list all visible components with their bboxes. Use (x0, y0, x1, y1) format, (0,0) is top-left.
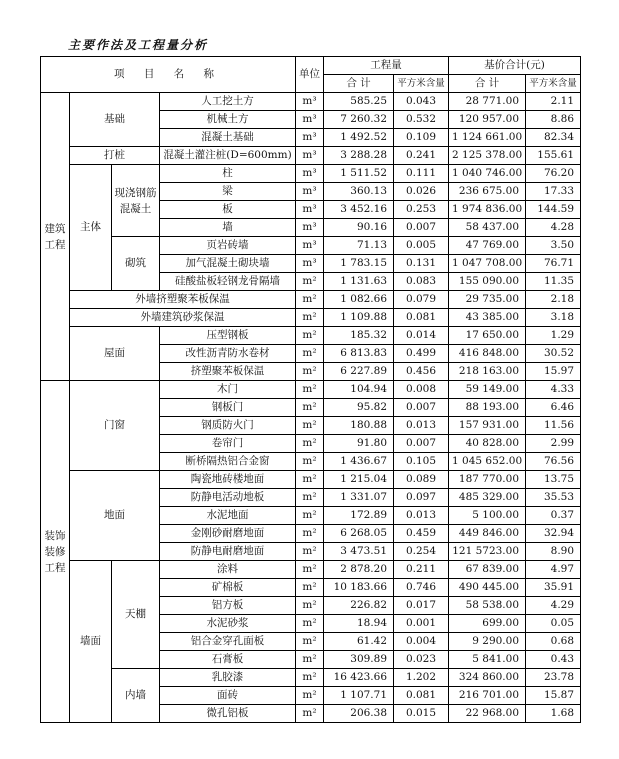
qty-per-sqm: 0.007 (394, 435, 449, 453)
cost-per-sqm: 11.35 (526, 273, 581, 291)
category-cell: 建筑工程 (41, 93, 70, 381)
qty-per-sqm: 0.079 (394, 291, 449, 309)
qty-per-sqm: 0.111 (394, 165, 449, 183)
cost-total: 120 957.00 (449, 111, 526, 129)
qty-per-sqm: 0.105 (394, 453, 449, 471)
table-row (41, 93, 581, 111)
qty-per-sqm: 0.459 (394, 525, 449, 543)
item-name: 页岩砖墙 (160, 237, 296, 255)
cost-total: 67 839.00 (449, 561, 526, 579)
category-cell: 内墙 (112, 669, 160, 723)
cost-per-sqm: 17.33 (526, 183, 581, 201)
cost-per-sqm: 0.43 (526, 651, 581, 669)
qty-per-sqm: 0.001 (394, 615, 449, 633)
unit-cell: m² (296, 615, 324, 633)
qty-total: 18.94 (324, 615, 394, 633)
cost-total: 9 290.00 (449, 633, 526, 651)
unit-cell: m² (296, 543, 324, 561)
header-cost: 基价合计(元) (449, 57, 581, 75)
header-cost-total: 合 计 (449, 75, 526, 93)
item-name: 金刚砂耐磨地面 (160, 525, 296, 543)
qty-total: 6 813.83 (324, 345, 394, 363)
qty-total: 1 107.71 (324, 687, 394, 705)
cost-per-sqm: 23.78 (526, 669, 581, 687)
cost-total: 1 040 746.00 (449, 165, 526, 183)
cost-total: 58 538.00 (449, 597, 526, 615)
cost-total: 1 974 836.00 (449, 201, 526, 219)
unit-cell: m² (296, 651, 324, 669)
cost-per-sqm: 1.68 (526, 705, 581, 723)
cost-total: 59 149.00 (449, 381, 526, 399)
unit-cell: m² (296, 705, 324, 723)
item-name: 钢质防火门 (160, 417, 296, 435)
category-cell: 装饰装修工程 (41, 381, 70, 723)
qty-total: 180.88 (324, 417, 394, 435)
table-row (41, 309, 581, 327)
item-name: 钢板门 (160, 399, 296, 417)
qty-total: 585.25 (324, 93, 394, 111)
qty-per-sqm: 0.014 (394, 327, 449, 345)
qty-per-sqm: 0.017 (394, 597, 449, 615)
qty-per-sqm: 0.499 (394, 345, 449, 363)
unit-cell: m² (296, 579, 324, 597)
qty-total: 3 452.16 (324, 201, 394, 219)
cost-per-sqm: 15.87 (526, 687, 581, 705)
cost-total: 699.00 (449, 615, 526, 633)
header-item-name: 项 目 名 称 (41, 57, 296, 93)
qty-per-sqm: 0.023 (394, 651, 449, 669)
qty-total: 6 268.05 (324, 525, 394, 543)
unit-cell: m² (296, 345, 324, 363)
qty-total: 1 331.07 (324, 489, 394, 507)
cost-per-sqm: 3.50 (526, 237, 581, 255)
qty-total: 1 109.88 (324, 309, 394, 327)
unit-cell: m² (296, 633, 324, 651)
unit-cell: m² (296, 453, 324, 471)
cost-per-sqm: 2.99 (526, 435, 581, 453)
header-cost-per-sqm: 平方米含量 (526, 75, 581, 93)
item-name: 石膏板 (160, 651, 296, 669)
item-name: 挤塑聚苯板保温 (160, 363, 296, 381)
qty-total: 206.38 (324, 705, 394, 723)
qty-per-sqm: 0.015 (394, 705, 449, 723)
cost-total: 216 701.00 (449, 687, 526, 705)
item-name: 涂料 (160, 561, 296, 579)
header-unit: 单位 (296, 57, 324, 93)
unit-cell: m³ (296, 237, 324, 255)
qty-per-sqm: 0.081 (394, 687, 449, 705)
qty-per-sqm: 0.013 (394, 417, 449, 435)
cost-per-sqm: 35.91 (526, 579, 581, 597)
qty-per-sqm: 0.005 (394, 237, 449, 255)
unit-cell: m² (296, 327, 324, 345)
unit-cell: m² (296, 309, 324, 327)
qty-per-sqm: 0.456 (394, 363, 449, 381)
cost-total: 416 848.00 (449, 345, 526, 363)
cost-total: 1 045 652.00 (449, 453, 526, 471)
qty-total: 7 260.32 (324, 111, 394, 129)
qty-total: 3 473.51 (324, 543, 394, 561)
qty-total: 71.13 (324, 237, 394, 255)
cost-total: 449 846.00 (449, 525, 526, 543)
table-row (41, 291, 581, 309)
item-name: 铝合金穿孔面板 (160, 633, 296, 651)
cost-per-sqm: 144.59 (526, 201, 581, 219)
table-row (41, 327, 581, 345)
cost-total: 1 047 708.00 (449, 255, 526, 273)
cost-total: 324 860.00 (449, 669, 526, 687)
qty-total: 91.80 (324, 435, 394, 453)
header-qty-per-sqm: 平方米含量 (394, 75, 449, 93)
cost-per-sqm: 2.18 (526, 291, 581, 309)
unit-cell: m³ (296, 129, 324, 147)
qty-total: 61.42 (324, 633, 394, 651)
category-cell: 屋面 (70, 327, 160, 381)
cost-per-sqm: 1.29 (526, 327, 581, 345)
cost-total: 40 828.00 (449, 435, 526, 453)
table-row (41, 561, 581, 579)
unit-cell: m³ (296, 255, 324, 273)
cost-per-sqm: 6.46 (526, 399, 581, 417)
item-name: 防静电耐磨地面 (160, 543, 296, 561)
cost-per-sqm: 82.34 (526, 129, 581, 147)
item-name: 压型钢板 (160, 327, 296, 345)
item-name: 梁 (160, 183, 296, 201)
qty-per-sqm: 0.109 (394, 129, 449, 147)
item-name: 面砖 (160, 687, 296, 705)
qty-total: 1 215.04 (324, 471, 394, 489)
qty-total: 309.89 (324, 651, 394, 669)
cost-per-sqm: 76.20 (526, 165, 581, 183)
unit-cell: m² (296, 687, 324, 705)
qty-per-sqm: 0.254 (394, 543, 449, 561)
unit-cell: m³ (296, 111, 324, 129)
table-row (41, 165, 581, 183)
qty-per-sqm: 0.083 (394, 273, 449, 291)
cost-per-sqm: 4.28 (526, 219, 581, 237)
item-name: 木门 (160, 381, 296, 399)
qty-per-sqm: 0.007 (394, 219, 449, 237)
unit-cell: m² (296, 381, 324, 399)
item-name: 微孔铝板 (160, 705, 296, 723)
cost-per-sqm: 4.33 (526, 381, 581, 399)
qty-per-sqm: 0.131 (394, 255, 449, 273)
qty-per-sqm: 0.007 (394, 399, 449, 417)
cost-total: 22 968.00 (449, 705, 526, 723)
qty-total: 1 436.67 (324, 453, 394, 471)
item-name: 陶瓷地砖楼地面 (160, 471, 296, 489)
qty-total: 172.89 (324, 507, 394, 525)
unit-cell: m² (296, 525, 324, 543)
table-row (41, 147, 581, 165)
table-row (41, 669, 581, 687)
header-quantity: 工程量 (324, 57, 449, 75)
unit-cell: m² (296, 363, 324, 381)
cost-total: 236 675.00 (449, 183, 526, 201)
cost-total: 5 100.00 (449, 507, 526, 525)
item-name: 水泥砂浆 (160, 615, 296, 633)
cost-total: 490 445.00 (449, 579, 526, 597)
qty-total: 3 288.28 (324, 147, 394, 165)
qty-total: 1 783.15 (324, 255, 394, 273)
cost-per-sqm: 76.71 (526, 255, 581, 273)
qty-per-sqm: 0.043 (394, 93, 449, 111)
item-name: 卷帘门 (160, 435, 296, 453)
item-name: 水泥地面 (160, 507, 296, 525)
item-name: 硅酸盐板轻钢龙骨隔墙 (160, 273, 296, 291)
item-name: 机械土方 (160, 111, 296, 129)
qty-per-sqm: 0.746 (394, 579, 449, 597)
table-row (41, 237, 581, 255)
cost-per-sqm: 11.56 (526, 417, 581, 435)
cost-total: 218 163.00 (449, 363, 526, 381)
cost-total: 155 090.00 (449, 273, 526, 291)
qty-total: 1 082.66 (324, 291, 394, 309)
cost-total: 5 841.00 (449, 651, 526, 669)
qty-total: 1 131.63 (324, 273, 394, 291)
unit-cell: m³ (296, 201, 324, 219)
unit-cell: m² (296, 273, 324, 291)
cost-total: 88 193.00 (449, 399, 526, 417)
item-name: 外墙挤塑聚苯板保温 (70, 291, 296, 309)
cost-total: 121 5723.00 (449, 543, 526, 561)
cost-total: 43 385.00 (449, 309, 526, 327)
cost-total: 47 769.00 (449, 237, 526, 255)
cost-per-sqm: 76.56 (526, 453, 581, 471)
item-name: 乳胶漆 (160, 669, 296, 687)
qty-per-sqm: 0.081 (394, 309, 449, 327)
cost-per-sqm: 3.18 (526, 309, 581, 327)
item-name: 混凝土基础 (160, 129, 296, 147)
unit-cell: m² (296, 561, 324, 579)
unit-cell: m² (296, 399, 324, 417)
cost-per-sqm: 4.97 (526, 561, 581, 579)
cost-total: 17 650.00 (449, 327, 526, 345)
category-cell: 门窗 (70, 381, 160, 471)
cost-per-sqm: 0.05 (526, 615, 581, 633)
unit-cell: m² (296, 435, 324, 453)
qty-per-sqm: 0.026 (394, 183, 449, 201)
unit-cell: m² (296, 597, 324, 615)
header-qty-total: 合 计 (324, 75, 394, 93)
item-name: 加气混凝土砌块墙 (160, 255, 296, 273)
cost-total: 187 770.00 (449, 471, 526, 489)
qty-per-sqm: 1.202 (394, 669, 449, 687)
category-cell: 砌筑 (112, 237, 160, 291)
item-name: 断桥隔热铝合金窗 (160, 453, 296, 471)
qty-per-sqm: 0.013 (394, 507, 449, 525)
cost-per-sqm: 30.52 (526, 345, 581, 363)
item-name: 墙 (160, 219, 296, 237)
unit-cell: m² (296, 417, 324, 435)
cost-per-sqm: 4.29 (526, 597, 581, 615)
table-row (41, 381, 581, 399)
qty-per-sqm: 0.089 (394, 471, 449, 489)
cost-total: 2 125 378.00 (449, 147, 526, 165)
qty-total: 2 878.20 (324, 561, 394, 579)
qty-total: 185.32 (324, 327, 394, 345)
cost-total: 485 329.00 (449, 489, 526, 507)
qty-total: 360.13 (324, 183, 394, 201)
unit-cell: m³ (296, 165, 324, 183)
qty-total: 1 511.52 (324, 165, 394, 183)
item-name: 板 (160, 201, 296, 219)
cost-per-sqm: 0.37 (526, 507, 581, 525)
item-name: 外墙建筑砂浆保温 (70, 309, 296, 327)
unit-cell: m³ (296, 147, 324, 165)
item-name: 防静电活动地板 (160, 489, 296, 507)
qty-total: 6 227.89 (324, 363, 394, 381)
category-cell: 地面 (70, 471, 160, 561)
qty-total: 10 183.66 (324, 579, 394, 597)
qty-total: 1 492.52 (324, 129, 394, 147)
item-name: 矿棉板 (160, 579, 296, 597)
category-cell: 基础 (70, 93, 160, 147)
cost-per-sqm: 8.90 (526, 543, 581, 561)
qty-total: 226.82 (324, 597, 394, 615)
unit-cell: m² (296, 471, 324, 489)
cost-per-sqm: 35.53 (526, 489, 581, 507)
item-name: 混凝土灌注桩(D=600mm) (160, 147, 296, 165)
qty-per-sqm: 0.004 (394, 633, 449, 651)
cost-total: 157 931.00 (449, 417, 526, 435)
cost-per-sqm: 8.86 (526, 111, 581, 129)
category-cell: 天棚 (112, 561, 160, 669)
category-cell: 墙面 (70, 561, 112, 723)
quantity-analysis-table (40, 56, 581, 723)
cost-per-sqm: 13.75 (526, 471, 581, 489)
cost-per-sqm: 155.61 (526, 147, 581, 165)
unit-cell: m² (296, 489, 324, 507)
qty-per-sqm: 0.008 (394, 381, 449, 399)
category-cell: 打桩 (70, 147, 160, 165)
cost-per-sqm: 15.97 (526, 363, 581, 381)
qty-per-sqm: 0.253 (394, 201, 449, 219)
cost-total: 1 124 661.00 (449, 129, 526, 147)
unit-cell: m² (296, 507, 324, 525)
page-title: 主要作法及工程量分析 (68, 38, 209, 52)
qty-per-sqm: 0.211 (394, 561, 449, 579)
unit-cell: m² (296, 669, 324, 687)
unit-cell: m³ (296, 219, 324, 237)
cost-total: 29 735.00 (449, 291, 526, 309)
qty-per-sqm: 0.241 (394, 147, 449, 165)
item-name: 人工挖土方 (160, 93, 296, 111)
category-cell: 现浇钢筋混凝土 (112, 165, 160, 237)
item-name: 铝方板 (160, 597, 296, 615)
qty-total: 16 423.66 (324, 669, 394, 687)
qty-total: 104.94 (324, 381, 394, 399)
cost-per-sqm: 0.68 (526, 633, 581, 651)
cost-per-sqm: 32.94 (526, 525, 581, 543)
cost-per-sqm: 2.11 (526, 93, 581, 111)
qty-per-sqm: 0.532 (394, 111, 449, 129)
category-cell: 主体 (70, 165, 112, 291)
qty-total: 95.82 (324, 399, 394, 417)
item-name: 柱 (160, 165, 296, 183)
cost-total: 28 771.00 (449, 93, 526, 111)
cost-total: 58 437.00 (449, 219, 526, 237)
table-row (41, 471, 581, 489)
unit-cell: m³ (296, 183, 324, 201)
qty-per-sqm: 0.097 (394, 489, 449, 507)
unit-cell: m² (296, 291, 324, 309)
qty-total: 90.16 (324, 219, 394, 237)
item-name: 改性沥青防水卷材 (160, 345, 296, 363)
unit-cell: m³ (296, 93, 324, 111)
